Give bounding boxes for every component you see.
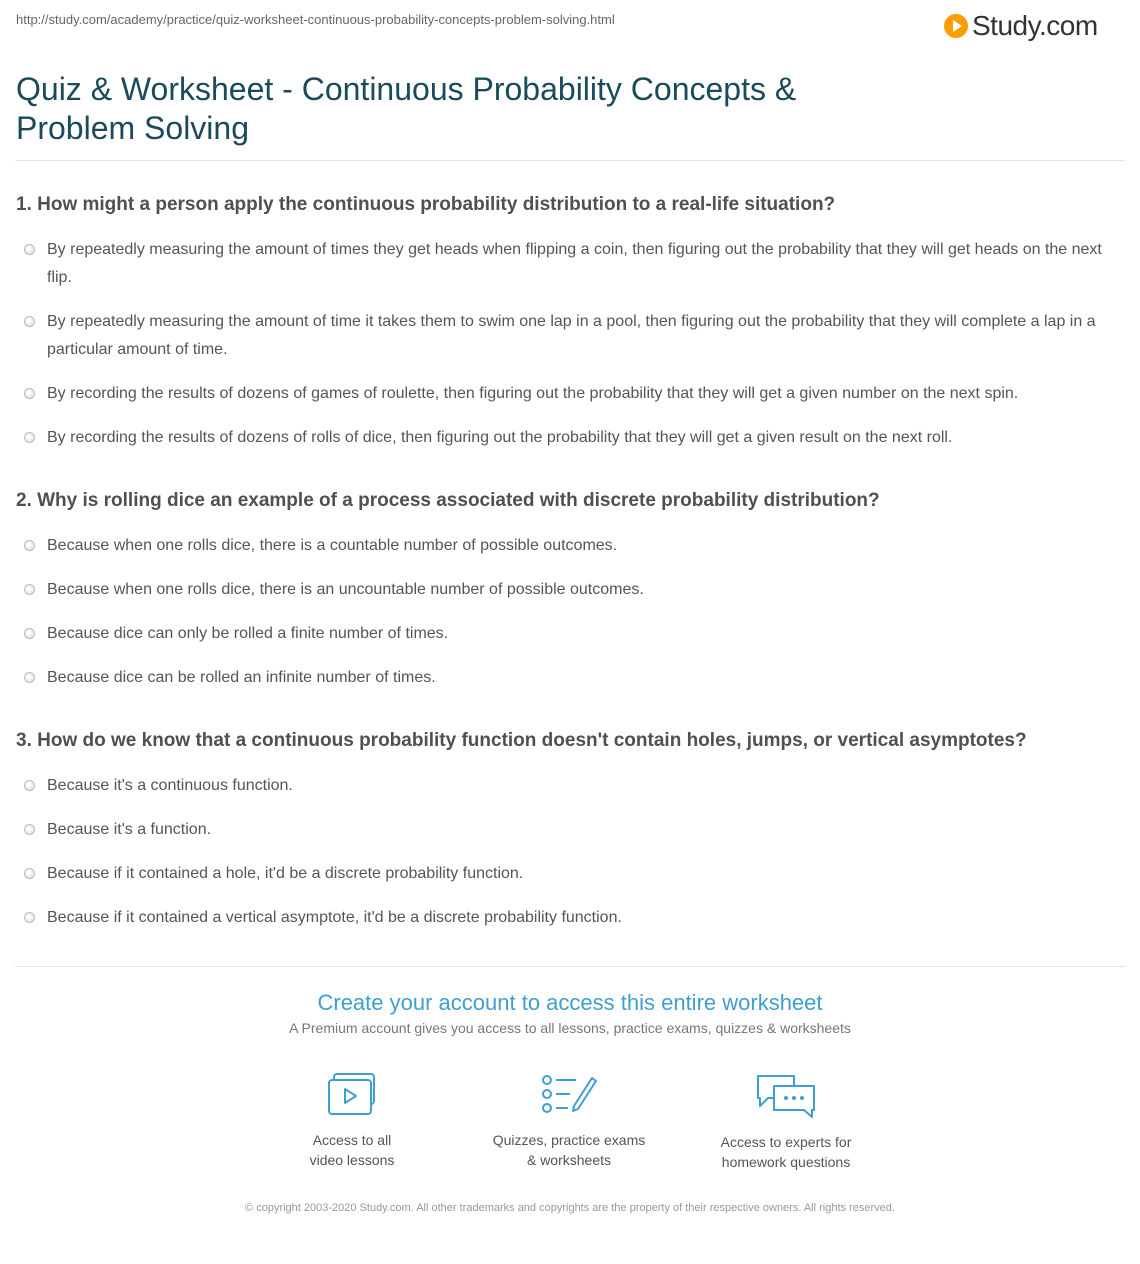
feature-experts	[686, 1072, 886, 1172]
feature-label-line1: Access to all	[312, 1132, 392, 1148]
answer-option[interactable]	[24, 772, 1120, 800]
answer-option[interactable]	[24, 380, 1120, 408]
answer-option[interactable]	[24, 664, 1120, 692]
cta-divider	[15, 966, 1125, 967]
page-title: Quiz & Worksheet - Continuous Probability Concepts & Problem Solving	[16, 71, 797, 146]
radio-icon[interactable]	[24, 628, 35, 639]
answer-option[interactable]	[24, 860, 1120, 888]
answer-option[interactable]	[24, 904, 1120, 932]
radio-icon[interactable]	[24, 244, 35, 255]
quiz-checklist-icon	[540, 1072, 598, 1118]
question-3: 3. How do we know that a continuous probability function doesn't contain holes, jumps, or vertical asymptotes?	[16, 730, 1027, 751]
answer-option[interactable]	[24, 816, 1120, 844]
answer-text: By repeatedly measuring the amount of times they get heads when flipping a coin, then figuring out the probability that they will get heads on the next flip.	[47, 241, 1102, 286]
radio-icon[interactable]	[24, 824, 35, 835]
title-divider	[15, 160, 1125, 161]
play-logo-icon	[944, 14, 968, 38]
cta-subtitle: A Premium account gives you access to all lessons, practice exams, quizzes & worksheets	[289, 1020, 851, 1036]
page-url[interactable]: http://study.com/academy/practice/quiz-worksheet-continuous-probability-concepts-problem-solving.html	[16, 12, 615, 27]
feature-label-line2: homework questions	[721, 1154, 851, 1170]
radio-icon[interactable]	[24, 780, 35, 791]
radio-icon[interactable]	[24, 868, 35, 879]
answer-option[interactable]	[24, 576, 1120, 604]
video-lessons-icon	[325, 1072, 379, 1118]
study-logo[interactable]	[944, 9, 1098, 43]
feature-label-line1: Quizzes, practice exams	[492, 1132, 646, 1148]
answer-text: Because if it contained a hole, it'd be a discrete probability function.	[47, 865, 524, 882]
answer-option[interactable]	[24, 308, 1120, 364]
answer-option[interactable]	[24, 236, 1120, 292]
answer-text: Because dice can be rolled an infinite number of times.	[47, 669, 436, 686]
answer-text: By recording the results of dozens of rolls of dice, then figuring out the probability that they will get a given result on the next roll.	[47, 429, 953, 446]
answer-text: Because when one rolls dice, there is an uncountable number of possible outcomes.	[47, 581, 644, 598]
feature-label-line1: Access to experts for	[720, 1134, 852, 1150]
create-account-link[interactable]: Create your account to access this entire worksheet	[317, 990, 823, 1015]
feature-video-lessons	[252, 1072, 452, 1170]
answer-text: Because dice can only be rolled a finite number of times.	[47, 625, 449, 642]
answer-option[interactable]	[24, 424, 1120, 452]
answer-text: Because it's a continuous function.	[47, 777, 293, 794]
question-1: 1. How might a person apply the continuous probability distribution to a real-life situation?	[16, 194, 836, 215]
question-2: 2. Why is rolling dice an example of a process associated with discrete probability distribution?	[16, 490, 880, 511]
answer-option[interactable]	[24, 620, 1120, 648]
answer-option[interactable]	[24, 532, 1120, 560]
radio-icon[interactable]	[24, 388, 35, 399]
logo-text: Study.com	[972, 10, 1098, 41]
feature-label-line2: video lessons	[309, 1152, 395, 1168]
answer-text: Because when one rolls dice, there is a countable number of possible outcomes.	[47, 537, 618, 554]
radio-icon[interactable]	[24, 912, 35, 923]
answer-text: Because it's a function.	[47, 821, 212, 838]
answer-text: Because if it contained a vertical asymptote, it'd be a discrete probability function.	[47, 909, 622, 926]
chat-bubbles-icon	[754, 1072, 818, 1120]
feature-label-line2: & worksheets	[526, 1152, 612, 1168]
radio-icon[interactable]	[24, 316, 35, 327]
feature-quizzes	[469, 1072, 669, 1170]
copyright-text: © copyright 2003-2020 Study.com. All other trademarks and copyrights are the property of their respective owners. All rights reserved.	[245, 1202, 895, 1214]
radio-icon[interactable]	[24, 540, 35, 551]
radio-icon[interactable]	[24, 584, 35, 595]
radio-icon[interactable]	[24, 672, 35, 683]
answer-text: By recording the results of dozens of games of roulette, then figuring out the probability that they will get a given number on the next spin.	[47, 385, 1019, 402]
radio-icon[interactable]	[24, 432, 35, 443]
answer-text: By repeatedly measuring the amount of time it takes them to swim one lap in a pool, then figuring out the probability that they will complete a lap in a particular amount of time.	[47, 313, 1096, 358]
